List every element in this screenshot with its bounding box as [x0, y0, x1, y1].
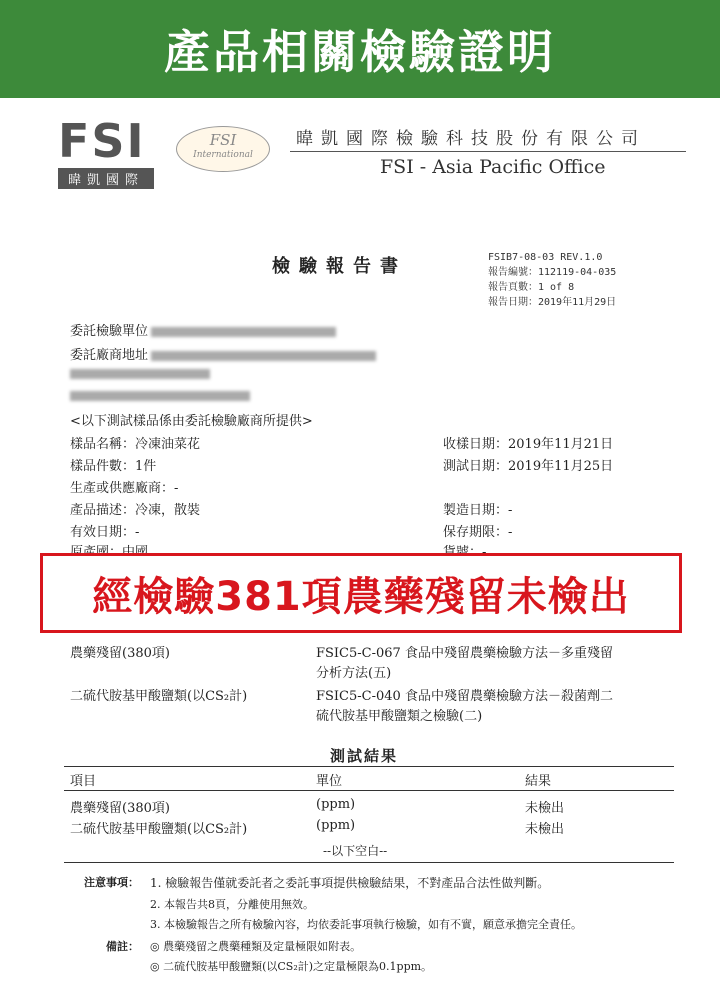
note-item: 3. 本檢驗報告之所有檢驗內容，均依委託事項執行檢驗，如有不實，願意承擔完全責任。 — [150, 918, 582, 931]
logo-text: FSI — [58, 114, 146, 168]
sample-count: 樣品件數：1件 — [70, 459, 157, 474]
result-row-item: 農藥殘留(380項) — [70, 801, 170, 816]
stamp-text: 經檢驗381項農藥殘留未檢出 — [92, 573, 630, 620]
remark-item: ◎ 二硫代胺基甲酸鹽類(以CS₂計)之定量極限為0.1ppm。 — [150, 960, 433, 973]
company-divider — [290, 151, 686, 152]
redacted-text — [70, 369, 210, 379]
client-address — [70, 344, 376, 363]
redacted-text — [70, 391, 250, 401]
received-date: 收樣日期：2019年11月21日 — [443, 437, 614, 452]
result-row-value: 未檢出 — [525, 822, 565, 837]
remarks-label: 備註： — [106, 940, 139, 953]
redacted-text — [151, 351, 376, 361]
blank-marker: --以下空白-- — [323, 844, 388, 858]
manufactured-date: 製造日期：- — [443, 503, 513, 518]
sample-producer: 生產或供應廠商：- — [70, 481, 179, 496]
method-item: 二硫代胺基甲酸鹽類(以CS₂計) — [70, 689, 248, 704]
table-header-rule — [64, 790, 674, 791]
result-row-item: 二硫代胺基甲酸鹽類(以CS₂計) — [70, 822, 248, 837]
client-note: <以下測試樣品係由委託檢驗廠商所提供> — [70, 414, 313, 429]
method-description: 硫代胺基甲酸鹽類之檢驗(二) — [316, 709, 483, 724]
seal-line1: FSI — [209, 131, 237, 149]
report-number: 報告編號：112119-04-035 — [488, 267, 617, 278]
col-item-header: 項目 — [70, 774, 97, 789]
result-row-value: 未檢出 — [525, 801, 565, 816]
report-meta — [488, 250, 616, 310]
client-address-label: 委託廠商地址 — [70, 348, 149, 363]
company-name-en: FSI - Asia Pacific Office — [380, 156, 606, 178]
fsi-logo — [58, 114, 158, 188]
report-form-number: FSIB7-08-03 REV.1.0 — [488, 252, 603, 263]
logo-subtitle: 暐凱國際 — [58, 168, 154, 189]
client-unit-label: 委託檢驗單位 — [70, 324, 149, 339]
col-result-header: 結果 — [525, 774, 552, 789]
sample-name: 樣品名稱：冷凍油菜花 — [70, 437, 201, 452]
banner-title: 產品相關檢驗證明 — [164, 25, 556, 79]
result-row-unit: (ppm) — [316, 818, 356, 833]
table-top-rule — [64, 766, 674, 767]
client-unit — [70, 320, 336, 339]
company-name-cn: 暐凱國際檢驗科技股份有限公司 — [296, 129, 646, 149]
storage-period: 保存期限：- — [443, 525, 513, 540]
method-description: FSIC5-C-040 食品中殘留農藥檢驗方法－殺菌劑二 — [316, 689, 613, 704]
report-date: 報告日期：2019年11月29日 — [488, 297, 617, 308]
sample-description: 產品描述：冷凍，散裝 — [70, 503, 201, 518]
result-row-unit: (ppm) — [316, 797, 356, 812]
redacted-contact — [70, 366, 210, 381]
results-title: 測試結果 — [330, 747, 399, 765]
redacted-text — [151, 327, 336, 337]
international-seal — [176, 126, 270, 172]
result-stamp — [40, 553, 682, 633]
redacted-phone — [70, 388, 250, 403]
note-item: 2. 本報告共8頁，分離使用無效。 — [150, 898, 314, 911]
table-bottom-rule — [64, 862, 674, 863]
banner — [0, 0, 720, 98]
notes-label: 注意事項： — [84, 876, 139, 889]
tested-date: 測試日期：2019年11月25日 — [443, 459, 614, 474]
method-description: 分析方法(五) — [316, 666, 392, 681]
method-description: FSIC5-C-067 食品中殘留農藥檢驗方法－多重殘留 — [316, 646, 613, 661]
method-item: 農藥殘留(380項) — [70, 646, 170, 661]
col-unit-header: 單位 — [316, 774, 343, 789]
seal-line2: International — [193, 150, 253, 160]
sample-expiry: 有效日期：- — [70, 525, 140, 540]
remark-item: ◎ 農藥殘留之農藥種類及定量極限如附表。 — [150, 940, 362, 953]
report-title: 檢驗報告書 — [272, 256, 407, 277]
report-pages: 報告頁數：1 of 8 — [488, 282, 575, 293]
note-item: 1. 檢驗報告僅就委託者之委託事項提供檢驗結果，不對產品合法性做判斷。 — [150, 876, 550, 890]
